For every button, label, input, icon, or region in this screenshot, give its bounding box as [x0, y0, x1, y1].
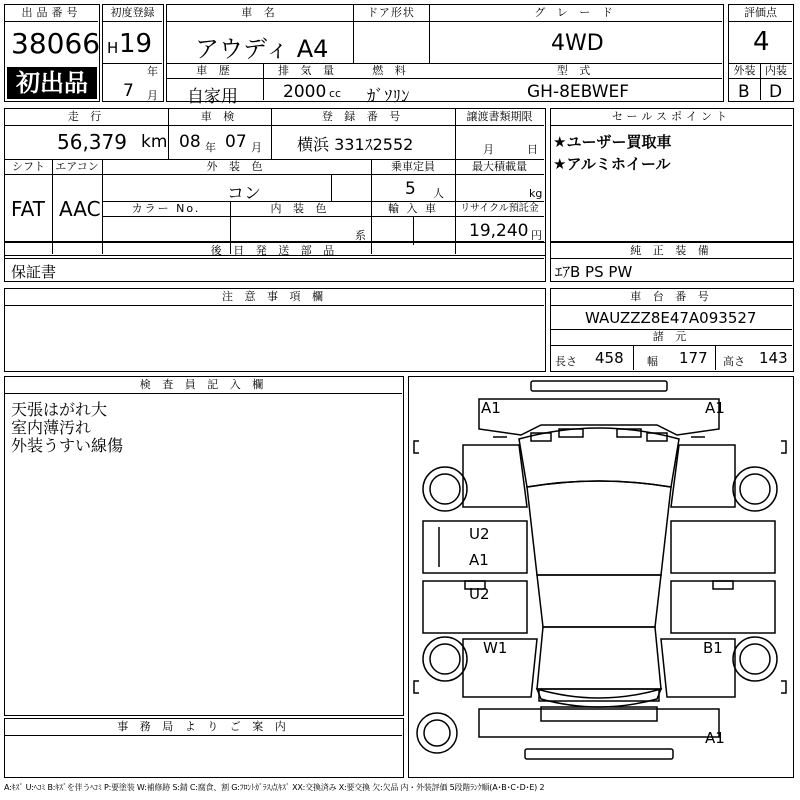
damage-front-left: A1 — [481, 399, 501, 417]
history-label: 車 歴 — [167, 63, 263, 79]
interior-grade: D — [769, 82, 783, 102]
legend: A:ｷｽﾞ U:ﾍｺﾐ B:ｷｽﾞを伴うﾍｺﾐ P:要塗装 W:補修跡 S:錆 C:腐食、割 G:ﾌﾛﾝﾄｶﾞﾗｽ点ｷｽﾞ XX:交換済み X:要交換 欠:欠品 内・外装評価 5段階ﾗﾝｸ順(A･B･C･D･E) 2 — [4, 783, 545, 792]
height: 143 — [759, 349, 788, 367]
office-label: 事 務 局 よ り ご 案 内 — [5, 719, 402, 736]
exterior-grade: B — [738, 82, 750, 102]
capacity: 5 — [405, 179, 416, 199]
inspector-box — [4, 376, 404, 716]
year-unit: 年 — [147, 65, 158, 78]
interior-color-label: 内 装 色 — [230, 201, 371, 217]
chassis-box — [550, 288, 794, 372]
exterior-label: 外装 — [729, 63, 760, 79]
sales-points-label: セールスポイント — [551, 109, 792, 126]
later-parts-label: 後 日 発 送 部 品 — [5, 243, 544, 259]
recycle: 19,240 — [469, 221, 529, 241]
width: 177 — [679, 349, 708, 367]
shift: FAT — [11, 197, 46, 221]
equipment-label: 純 正 装 備 — [551, 243, 792, 259]
transfer-label: 譲渡書類期限 — [455, 109, 544, 126]
capacity-label: 乗車定員 — [371, 159, 455, 175]
reg-label: 登 録 番 号 — [271, 109, 455, 126]
damage-front-right: A1 — [705, 399, 725, 417]
damage-rear-right: B1 — [703, 639, 723, 657]
import-label: 輸 入 車 — [371, 201, 455, 217]
score-label: 評価点 — [729, 5, 792, 22]
color-no-label: カラー No. — [102, 201, 230, 217]
car-name-label: 車 名 — [167, 5, 353, 22]
height-label: 高さ — [723, 355, 745, 368]
door-label: ドア形状 — [353, 5, 429, 22]
inspection-month-unit: 月 — [251, 141, 262, 154]
equipment-box — [550, 242, 794, 282]
inspector-label: 検 査 員 記 入 欄 — [5, 377, 402, 394]
ac: AAC — [59, 197, 101, 221]
interior-label: 内装 — [760, 63, 792, 79]
load-label: 最大積載量 — [455, 159, 544, 175]
length-label: 長さ — [555, 355, 577, 368]
details-box — [4, 108, 546, 256]
model: GH-8EBWEF — [527, 82, 630, 102]
fuel: ｶﾞｿﾘﾝ — [367, 87, 410, 107]
model-label: 型 式 — [429, 63, 722, 79]
color: コン — [227, 184, 261, 204]
first-reg-year: 19 — [119, 29, 153, 59]
office-box — [4, 718, 404, 778]
load-unit: kg — [529, 187, 543, 200]
inspection-year: 08 — [179, 132, 201, 152]
later-parts-value: 保証書 — [11, 263, 57, 281]
ac-label: エアコン — [52, 159, 102, 175]
lot-number: 38066 — [11, 27, 101, 60]
displacement-label: 排 気 量 — [263, 63, 353, 79]
spec-label: 諸 元 — [551, 329, 792, 346]
chassis-number: WAUZZZ8E47A093527 — [585, 309, 757, 327]
damage-diagram — [408, 376, 794, 778]
first-listing-badge: 初出品 — [7, 67, 97, 99]
mileage: 56,379 — [57, 130, 127, 154]
car-outline — [409, 377, 792, 776]
first-reg-label: 初度登録 — [103, 5, 162, 22]
sales-point-1: ★ユーザー買取車 — [553, 133, 672, 151]
transfer-month-unit: 月 — [483, 143, 494, 156]
history: 自家用 — [187, 87, 238, 107]
mileage-unit: km — [141, 132, 168, 152]
inspection-year-unit: 年 — [205, 141, 216, 154]
mileage-label: 走 行 — [5, 109, 168, 126]
reg-number: 横浜 331ｽ2552 — [297, 135, 414, 154]
equipment-value: ｴｱB PS PW — [555, 263, 633, 281]
capacity-unit: 人 — [433, 187, 444, 200]
lot-label: 出品番号 — [5, 5, 98, 22]
displacement: 2000 — [283, 82, 327, 102]
lot-box — [4, 4, 100, 102]
score: 4 — [753, 27, 770, 57]
inspector-line-1: 天張はがれ大 — [11, 400, 108, 419]
transfer-day-unit: 日 — [527, 143, 538, 156]
width-label: 幅 — [647, 355, 658, 368]
sales-points-box — [550, 108, 794, 242]
first-reg-month: 7 — [123, 81, 134, 101]
length: 458 — [595, 349, 624, 367]
color-label: 外 装 色 — [102, 159, 371, 175]
damage-wheel-rear-left: W1 — [483, 639, 508, 657]
interior-color-unit: 系 — [355, 229, 366, 242]
sales-point-2: ★アルミホイール — [553, 155, 671, 173]
damage-door-front-a: A1 — [469, 551, 489, 569]
recycle-label: リサイクル預託金 — [455, 201, 544, 217]
notes-label: 注 意 事 項 欄 — [5, 289, 544, 306]
grade: 4WD — [551, 31, 604, 56]
shift-label: シフト — [5, 159, 52, 175]
displacement-unit: cc — [329, 87, 342, 100]
damage-rear-bottom: A1 — [705, 729, 725, 747]
inspection-label: 車 検 — [168, 109, 271, 126]
score-box — [728, 4, 794, 102]
car-name: アウディ A4 — [195, 35, 329, 63]
chassis-label: 車 台 番 号 — [551, 289, 792, 306]
damage-door-rear-u: U2 — [469, 585, 490, 603]
recycle-unit: 円 — [531, 229, 542, 242]
month-unit: 月 — [147, 89, 158, 102]
era: H — [107, 39, 119, 57]
vehicle-info-box — [166, 4, 724, 107]
fuel-label: 燃 料 — [353, 63, 429, 79]
inspection-month: 07 — [225, 132, 247, 152]
damage-door-front-u: U2 — [469, 525, 490, 543]
first-reg-box — [102, 4, 164, 102]
notes-box — [4, 288, 546, 372]
inspector-line-3: 外装うすい線傷 — [11, 436, 124, 455]
grade-label: グ レ ー ド — [429, 5, 722, 22]
inspector-line-2: 室内薄汚れ — [11, 418, 92, 437]
later-parts-box — [4, 242, 546, 282]
